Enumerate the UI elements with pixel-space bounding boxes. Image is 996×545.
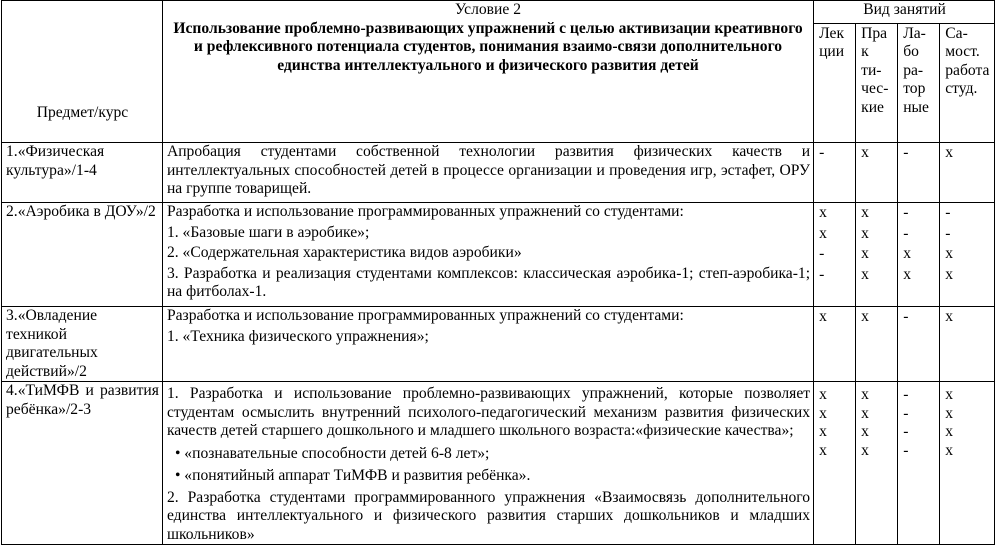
lectures-cell: х: [814, 307, 856, 382]
condition-label: Условие 2: [455, 1, 521, 18]
self-study-cell: - - х х: [940, 203, 995, 307]
content-cell: Разработка и использование программированных упражнений со студентами: 1. «Техника физического упражнения»;: [162, 307, 813, 382]
content-cell: Разработка и использование программированных упражнений со студентами: 1. «Базовые шаги в аэробике»; 2. «Содержательная характеристика видов аэробики» 3. Разработка и реализация студентами комплексов: классическая аэробика-1; степ-аэробика-1; на фитболах-1.: [162, 203, 813, 307]
table-row: [2, 203, 995, 307]
type-practical-header: Пра к ти- чес- кие: [856, 23, 898, 142]
self-study-cell: х: [940, 143, 995, 203]
practical-cell: х: [856, 307, 898, 382]
table-row: [2, 143, 995, 203]
subject-cell: 1.«Физическая культура»/1-4: [2, 143, 163, 203]
table-row: [2, 307, 995, 382]
content-cell: 1. Разработка и использование проблемно-развивающих упражнений, которые позволяет студентам осмыслить внутренний психолого-педагогический механизм развития физических качеств детей старшего дошкольного и младшего школьного возраста:«физические качества»; • «познавательные способности детей 6-8 лет»; • «понятийный аппарат ТиМФВ и развития ребёнка». 2. Разработка студентами программированного упражнения «Взаимосвязь дополнительного единства интеллектуального и физического развития старших дошкольников и младших школьников»: [162, 382, 813, 545]
laboratory-cell: -: [898, 307, 940, 382]
laboratory-cell: -: [898, 143, 940, 203]
subject-cell: 4.«ТиМФВ и развития ребёнка»/2-3: [2, 382, 163, 545]
self-study-cell: х: [940, 307, 995, 382]
self-study-cell: х х х х: [940, 382, 995, 545]
condition-title: Использование проблемно-развивающих упражнений с целью активизации креативного и рефлексивного потенциала студентов, понимания взаимо-связи дополнительного единства интеллектуального и физического развития детей: [173, 19, 803, 74]
laboratory-cell: - - - -: [898, 382, 940, 545]
subject-cell: 3.«Овладение техникой двигательных действий»/2: [2, 307, 163, 382]
laboratory-cell: - - х х: [898, 203, 940, 307]
condition-header-cell: [162, 1, 813, 143]
subject-column-header: Предмет/курс: [2, 1, 163, 143]
type-self-study-header: Са- мост. работа студ.: [940, 23, 995, 142]
lectures-cell: х х х х: [814, 382, 856, 545]
lectures-cell: х х - -: [814, 203, 856, 307]
conditions-table: [1, 0, 995, 545]
lectures-cell: -: [814, 143, 856, 203]
table-row: [2, 382, 995, 545]
type-laboratory-header: Ла- бо ра- тор ные: [898, 23, 940, 142]
subject-cell: 2.«Аэробика в ДОУ»/2: [2, 203, 163, 307]
practical-cell: х х х х: [856, 203, 898, 307]
practical-cell: х х х х: [856, 382, 898, 545]
type-lectures-header: Лек ции: [814, 23, 856, 142]
lesson-types-header: Вид занятий: [814, 1, 995, 24]
practical-cell: х: [856, 143, 898, 203]
content-cell: Апробация студентами собственной технологии развития физических качеств и интеллектуальных способностей детей в процессе организации и проведения игр, эстафет, ОРУ на группе товарищей.: [162, 143, 813, 203]
header-row-1: [2, 1, 995, 24]
